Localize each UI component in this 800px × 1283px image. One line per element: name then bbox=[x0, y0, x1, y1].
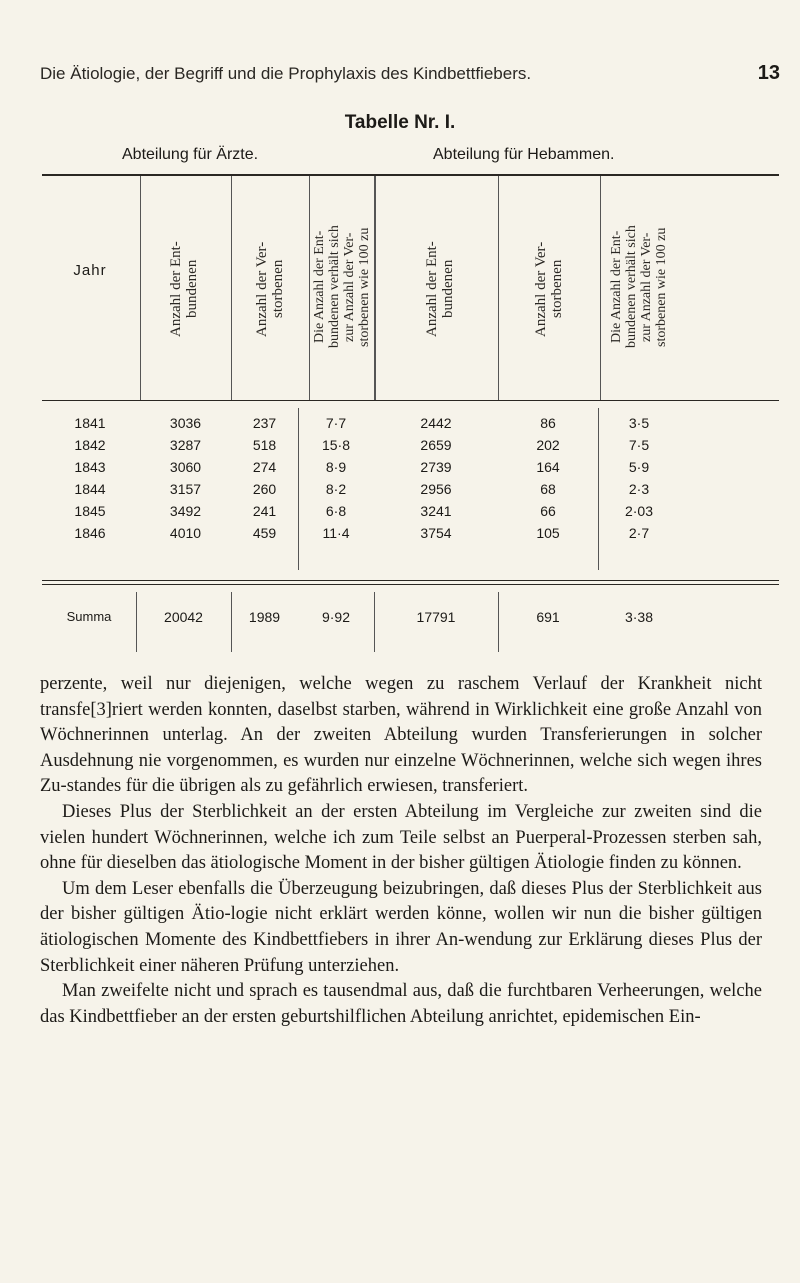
cell-births-b: 2442 bbox=[420, 415, 452, 431]
cell-deaths-b: 164 bbox=[536, 459, 560, 475]
cell-year: 1843 bbox=[74, 459, 106, 475]
cell-ratio-b: 7·5 bbox=[628, 437, 650, 453]
header-births-physicians: Anzahl der Ent- bundenen bbox=[168, 241, 200, 337]
col-divider-main bbox=[374, 176, 376, 400]
cell-births-b: 3241 bbox=[420, 503, 452, 519]
running-head bbox=[40, 64, 780, 90]
cell-births-a: 3287 bbox=[169, 437, 202, 453]
cell-ratio-a: 15·8 bbox=[321, 437, 351, 453]
summa-top-rule-2 bbox=[42, 584, 779, 585]
paragraph: Dieses Plus der Sterblichkeit an der ersten Abteilung im Vergleiche zur zweiten sind die vielen hundert Wöchnerinnen, welche ich zum Teile selbst an Puerperal-Prozessen sterben sah, ohne für dieselben das ätiologische Moment in der bisher gültigen Ätiologie finden zu können. bbox=[40, 801, 762, 874]
running-head-title: Die Ätiologie, der Begriff und die Prophylaxis des Kindbettfiebers. bbox=[40, 64, 532, 83]
cell-births-a: 3492 bbox=[169, 503, 202, 519]
header-deaths-midwives: Anzahl der Ver- storbenen bbox=[533, 241, 565, 337]
summa-deaths-b: 691 bbox=[536, 609, 560, 625]
dept-left-label: Abteilung für Ärzte. bbox=[122, 146, 259, 163]
cell-deaths-b: 202 bbox=[536, 437, 560, 453]
summa-label: Summa bbox=[66, 609, 112, 624]
cell-deaths-b: 66 bbox=[540, 503, 556, 519]
summa-ratio-a: 9·92 bbox=[321, 609, 351, 625]
header-births-midwives: Anzahl der Ent- bundenen bbox=[424, 241, 456, 337]
col-divider bbox=[140, 176, 141, 400]
header-ratio-midwives: Die Anzahl der Ent- bundenen verhält sich zur Anzahl der Ver- storbenen wie 100 zu bbox=[609, 225, 669, 349]
summa-ratio-b: 3·38 bbox=[624, 609, 654, 625]
page-number: 13 bbox=[757, 62, 780, 84]
cell-ratio-a: 11·4 bbox=[322, 525, 350, 541]
cell-births-b: 2659 bbox=[420, 437, 452, 453]
dept-right-label: Abteilung für Hebammen. bbox=[433, 146, 615, 163]
cell-births-a: 4010 bbox=[169, 525, 202, 541]
cell-deaths-b: 86 bbox=[540, 415, 556, 431]
cell-deaths-a: 237 bbox=[252, 415, 277, 431]
col-divider bbox=[231, 176, 232, 400]
cell-year: 1842 bbox=[74, 437, 106, 453]
header-deaths-physicians: Anzahl der Ver- storbenen bbox=[254, 241, 286, 337]
header-ratio-physicians: Die Anzahl der Ent- bundenen verhält sich zur Anzahl der Ver- storbenen wie 100 zu bbox=[312, 225, 372, 349]
cell-ratio-b: 2·7 bbox=[628, 525, 650, 541]
body-text bbox=[40, 672, 762, 1030]
cell-ratio-a: 7·7 bbox=[325, 415, 347, 431]
cell-year: 1846 bbox=[74, 525, 106, 541]
cell-deaths-a: 518 bbox=[252, 437, 277, 453]
cell-deaths-b: 105 bbox=[536, 525, 560, 541]
cell-births-a: 3060 bbox=[169, 459, 202, 475]
cell-year: 1841 bbox=[74, 415, 106, 431]
summa-births-a: 20042 bbox=[164, 609, 203, 625]
cell-ratio-b: 3·5 bbox=[628, 415, 650, 431]
paragraph: Um dem Leser ebenfalls die Überzeugung beizubringen, daß dieses Plus der Sterblichkeit aus der bisher gültigen Ätio-logie nicht erklärt werden könne, wollen wir nun die bisher gültigen ätiologischen Momente des Kindbettfiebers in ihrer An-wendung zur Erklärung dieses Plus der Sterblichkeit einer näheren Prüfung unterziehen. bbox=[40, 878, 762, 976]
cell-ratio-a: 6·8 bbox=[325, 503, 347, 519]
summa-top-rule-1 bbox=[42, 580, 779, 581]
header-year: Jahr bbox=[73, 262, 107, 279]
header-bottom-rule bbox=[42, 400, 779, 401]
cell-births-a: 3157 bbox=[169, 481, 202, 497]
cell-births-a: 3036 bbox=[169, 415, 202, 431]
col-divider bbox=[498, 176, 499, 400]
summa-deaths-a: 1989 bbox=[248, 609, 281, 625]
table-top-rule bbox=[42, 174, 779, 176]
cell-year: 1845 bbox=[74, 503, 106, 519]
cell-deaths-a: 274 bbox=[252, 459, 277, 475]
col-divider bbox=[600, 176, 601, 400]
table-title: Tabelle Nr. I. bbox=[344, 112, 456, 133]
cell-ratio-b: 2·3 bbox=[628, 481, 650, 497]
cell-births-b: 2739 bbox=[420, 459, 452, 475]
cell-ratio-a: 8·2 bbox=[325, 481, 347, 497]
paragraph: perzente, weil nur diejenigen, welche wegen zu raschem Verlauf der Krankheit nicht transfe[3]riert werden konnten, daselbst starben, während in Wirklichkeit eine große Anzahl von Wöchnerinnen unterlag. An der zweiten Abteilung wurden Transferierungen in solcher Ausdehnung nie vorgenommen, es wurden nur einzelne Wöchnerinnen, welche sich wegen ihres Zu-standes für die übrigen als zu gefährlich erwiesen, transferiert. bbox=[40, 674, 762, 797]
cell-year: 1844 bbox=[74, 481, 106, 497]
cell-ratio-b: 5·9 bbox=[628, 459, 650, 475]
cell-ratio-a: 8·9 bbox=[325, 459, 347, 475]
summa-births-b: 17791 bbox=[416, 609, 456, 625]
cell-deaths-a: 459 bbox=[252, 525, 277, 541]
cell-deaths-b: 68 bbox=[540, 481, 556, 497]
cell-births-b: 3754 bbox=[420, 525, 452, 541]
cell-ratio-b: 2·03 bbox=[624, 503, 654, 519]
cell-births-b: 2956 bbox=[420, 481, 452, 497]
paragraph: Man zweifelte nicht und sprach es tausendmal aus, daß die furchtbaren Verheerungen, welche das Kindbettfieber an der ersten geburtshilflichen Abteilung anrichtet, epidemischen Ein- bbox=[40, 981, 762, 1027]
cell-deaths-a: 260 bbox=[252, 481, 277, 497]
cell-deaths-a: 241 bbox=[252, 503, 277, 519]
